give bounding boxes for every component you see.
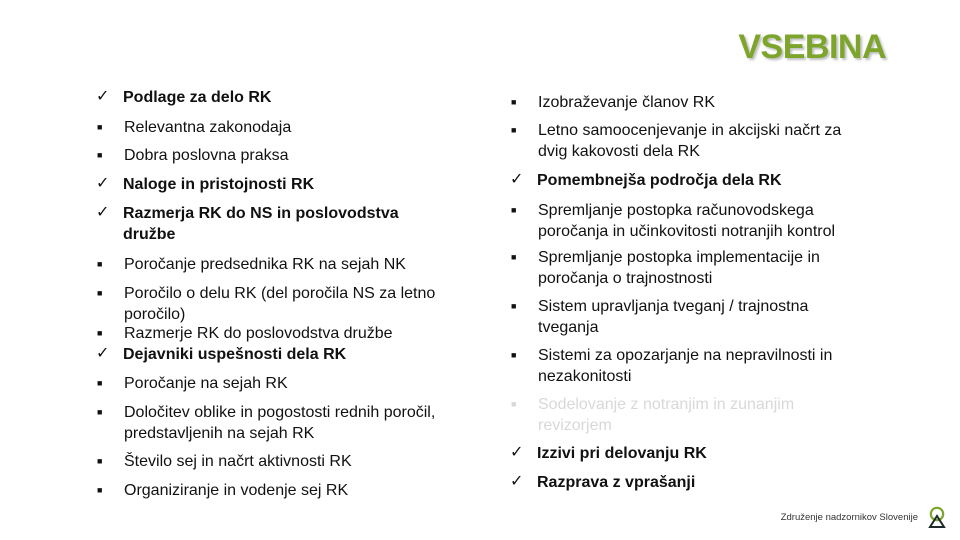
left-list-item-text: Določitev oblike in pogostosti rednih poročil, predstavljenih na sejah RK xyxy=(124,404,436,442)
left-list-item-text: Poročilo o delu RK (del poročila NS za letno poročilo) xyxy=(124,285,436,323)
right-list-item xyxy=(510,472,695,493)
left-list-item-text: Razmerja RK do NS in poslovodstva družbe xyxy=(123,205,399,243)
right-list-item-text: Pomembnejša področja dela RK xyxy=(537,172,782,189)
right-list-item xyxy=(510,296,870,338)
left-list-item xyxy=(96,323,393,344)
right-list-item xyxy=(510,394,870,436)
left-list-item xyxy=(96,480,348,501)
bullet-icon: ■ xyxy=(97,288,103,298)
right-list-item-text: Sistemi za opozarjanje na nepravilnosti in nezakonitosti xyxy=(538,347,833,385)
left-list-item xyxy=(96,254,406,275)
checkmark-icon: ✓ xyxy=(96,88,110,105)
right-list-item-text: Letno samoocenjevanje in akcijski načrt za dvig kakovosti dela RK xyxy=(538,122,842,160)
left-list-item xyxy=(96,283,446,325)
checkmark-icon: ✓ xyxy=(96,175,110,192)
left-list-item xyxy=(96,451,352,472)
bullet-icon: ■ xyxy=(511,301,517,311)
bullet-icon: ■ xyxy=(97,407,103,417)
left-list-item-text: Razmerje RK do poslovodstva družbe xyxy=(124,325,393,342)
right-list-item xyxy=(510,170,782,191)
checkmark-icon: ✓ xyxy=(96,204,110,221)
bullet-icon: ■ xyxy=(511,205,517,215)
checkmark-icon: ✓ xyxy=(510,444,524,461)
right-list-item xyxy=(510,345,870,387)
left-list-item-text: Relevantna zakonodaja xyxy=(124,119,292,136)
left-list-item xyxy=(96,174,314,195)
left-list-item xyxy=(96,402,446,444)
right-list-item-text: Izobraževanje članov RK xyxy=(538,94,715,111)
bullet-icon: ■ xyxy=(97,328,103,338)
bullet-icon: ■ xyxy=(511,399,517,409)
footer-organization: Združenje nadzornikov Slovenije xyxy=(780,512,918,523)
bullet-icon: ■ xyxy=(97,150,103,160)
right-list-item xyxy=(510,247,870,289)
checkmark-icon: ✓ xyxy=(510,473,524,490)
left-list-item-text: Dobra poslovna praksa xyxy=(124,147,289,164)
left-list-item-text: Naloge in pristojnosti RK xyxy=(123,176,315,193)
bullet-icon: ■ xyxy=(97,378,103,388)
left-list-item xyxy=(96,117,291,138)
slide-title: VSEBINA xyxy=(738,28,886,66)
right-list-item xyxy=(510,120,870,162)
right-list-item xyxy=(510,92,715,113)
right-list-item xyxy=(510,200,870,242)
bullet-icon: ■ xyxy=(511,350,517,360)
left-list-item-text: Organiziranje in vodenje sej RK xyxy=(124,482,349,499)
left-list-item xyxy=(96,373,288,394)
bullet-icon: ■ xyxy=(97,456,103,466)
right-list-item xyxy=(510,443,707,464)
left-list-item xyxy=(96,203,446,245)
zns-logo-icon xyxy=(928,506,946,530)
left-list-item xyxy=(96,145,289,166)
left-list-item xyxy=(96,87,271,108)
bullet-icon: ■ xyxy=(97,122,103,132)
left-list-item-text: Poročanje predsednika RK na sejah NK xyxy=(124,256,406,273)
bullet-icon: ■ xyxy=(511,125,517,135)
right-list-item-text: Spremljanje postopka implementacije in poročanja o trajnostnosti xyxy=(538,249,820,287)
bullet-icon: ■ xyxy=(97,259,103,269)
left-list-item xyxy=(96,344,346,365)
left-list-item-text: Število sej in načrt aktivnosti RK xyxy=(124,453,352,470)
right-list-item-text: Spremljanje postopka računovodskega poročanja in učinkovitosti notranjih kontrol xyxy=(538,202,836,240)
right-list-item-text: Sistem upravljanja tveganj / trajnostna tveganja xyxy=(538,298,809,336)
bullet-icon: ■ xyxy=(511,97,517,107)
right-list-item-text: Razprava z vprašanji xyxy=(537,474,696,491)
left-list-item-text: Podlage za delo RK xyxy=(123,89,272,106)
bullet-icon: ■ xyxy=(97,485,103,495)
left-list-item-text: Dejavniki uspešnosti dela RK xyxy=(123,346,347,363)
checkmark-icon: ✓ xyxy=(510,171,524,188)
checkmark-icon: ✓ xyxy=(96,345,110,362)
right-list-item-text: Izzivi pri delovanju RK xyxy=(537,445,707,462)
left-list-item-text: Poročanje na sejah RK xyxy=(124,375,288,392)
right-list-item-text: Sodelovanje z notranjim in zunanjim revizorjem xyxy=(538,396,795,434)
bullet-icon: ■ xyxy=(511,252,517,262)
